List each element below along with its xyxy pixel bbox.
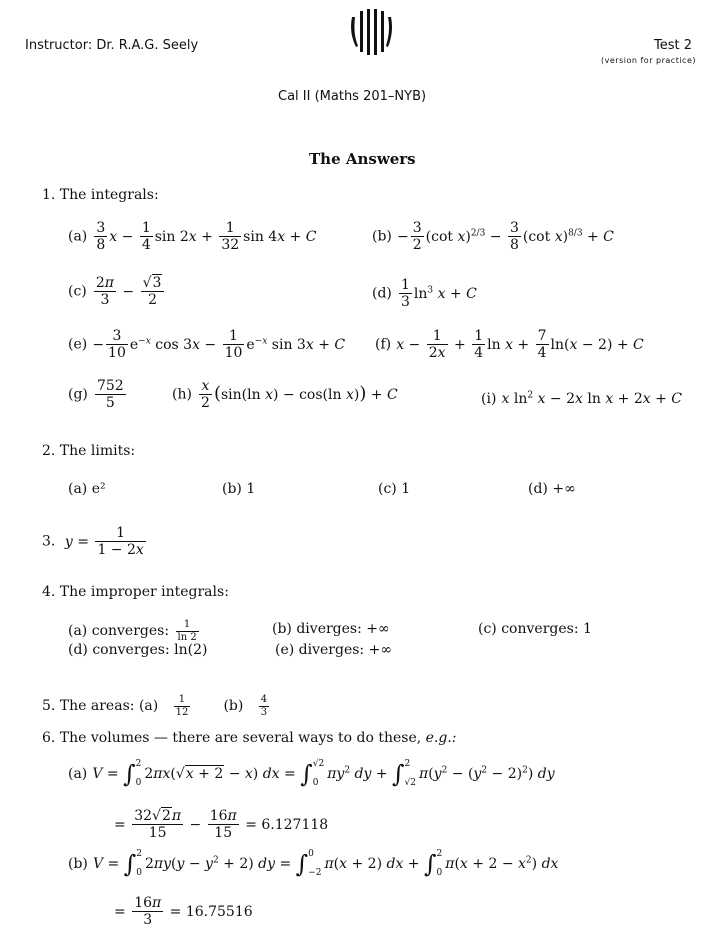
q1b-answer: (b) − $\frac{3}{2}$ (cot x)$^{2/3}$ − $\frac{3}{8}$ (cot x)$^{8/3}$ + C — [372, 220, 614, 254]
q4b: (b) diverges: +∞ — [272, 621, 390, 637]
q1c-answer: (c) $\frac{2\pi}{3}$ − $\frac{√3}{2}$ — [68, 275, 166, 308]
q6a-result: = $\frac{32√2\pi}{15}$ − $\frac{16\pi}{15}$ = 6.127118 — [114, 808, 329, 842]
q6b-answer: (b) V = ∫ 2 0 $2\pi y(y - y^2 + 2)$ dy = ∫ 0 −2 π(x + 2) dx + ∫ 2 0 $\pi(x + 2 - x^2)$ dx — [68, 849, 559, 878]
q1b-label: (b) — [372, 228, 392, 245]
q1g-answer: (g) $\frac{752}{5}$ — [68, 378, 124, 412]
q2b: (b) 1 — [222, 481, 256, 497]
q1e-label: (e) — [68, 336, 88, 353]
q1e-answer: (e) − $\frac{3}{10}$ $e^{-x}$ cos 3x − $\frac{1}{10}$ $e^{-x}$ sin 3x + C — [68, 328, 346, 362]
q1f-answer: (f) x − $\frac{1}{2x}$ + $\frac{1}{4}$ ln x + $\frac{7}{4}$ ln(x − 2) + C — [375, 328, 644, 362]
q1a-label: (a) — [68, 228, 88, 245]
q1h-label: (h) — [172, 386, 192, 403]
instructor-name: Instructor: Dr. R.A.G. Seely — [25, 38, 199, 53]
q1-title: 1. The integrals: — [42, 187, 159, 203]
university-logo — [348, 5, 398, 55]
q1g-label: (g) — [68, 386, 88, 403]
q1a-answer: (a) $\frac{3}{8}$ x − $\frac{1}{4}$ sin 2x + $\frac{1}{32}$ sin 4x + C — [68, 220, 317, 254]
q1d-label: (d) — [372, 285, 392, 302]
q1i-label: (i) — [481, 391, 497, 407]
answers-heading: The Answers — [309, 150, 416, 168]
q6a-answer: (a) V = ∫ 2 0 2πx(√x + 2 − x) dx = ∫ √2 0 $\pi y^2$ dy + ∫ 2 √2 $\pi(y^2 - (y^2 - 2)^2)$ dy — [68, 759, 555, 788]
q1i-answer: (i) x $\ln^2 x - 2x$ ln x + 2x + C — [481, 390, 683, 407]
q4d: (d) converges: ln(2) — [68, 642, 208, 658]
q4c: (c) converges: 1 — [478, 621, 592, 637]
q1f-label: (f) — [375, 336, 392, 353]
course-title: Cal II (Maths 201–NYB) — [278, 89, 427, 104]
test-title: Test 2 — [653, 38, 692, 53]
q4e: (e) diverges: +∞ — [275, 642, 392, 658]
q4a: (a) converges: $\frac{1}{\ln 2}$ — [68, 619, 197, 643]
q2c: (c) 1 — [378, 481, 411, 497]
q1d-answer: (d) $\frac{1}{3}$ $\ln^3 x + C$ — [372, 277, 477, 311]
q6b-result: = $\frac{16\pi}{3}$ = 16.75516 — [114, 895, 253, 929]
q2d: (d) +∞ — [528, 481, 576, 497]
q5-answer: 5. The areas: (a) $\frac{1}{12}$ (b) $\frac{4}{3}$ — [42, 694, 268, 718]
q2-title: 2. The limits: — [42, 443, 136, 459]
version-note: (version for practice) — [601, 56, 696, 65]
q6-title: 6. The volumes — there are several ways to do these, e.g.: — [42, 730, 457, 746]
q2a: (a) e² — [68, 481, 106, 497]
q4-title: 4. The improper integrals: — [42, 584, 229, 600]
q1h-answer: (h) $\frac{x}{2}$ (sin(ln x) − cos(ln x)) + C — [172, 378, 398, 412]
q3-answer: 3. y = $\frac{1}{1 - 2x}$ — [42, 525, 144, 559]
q1c-label: (c) — [68, 283, 87, 300]
